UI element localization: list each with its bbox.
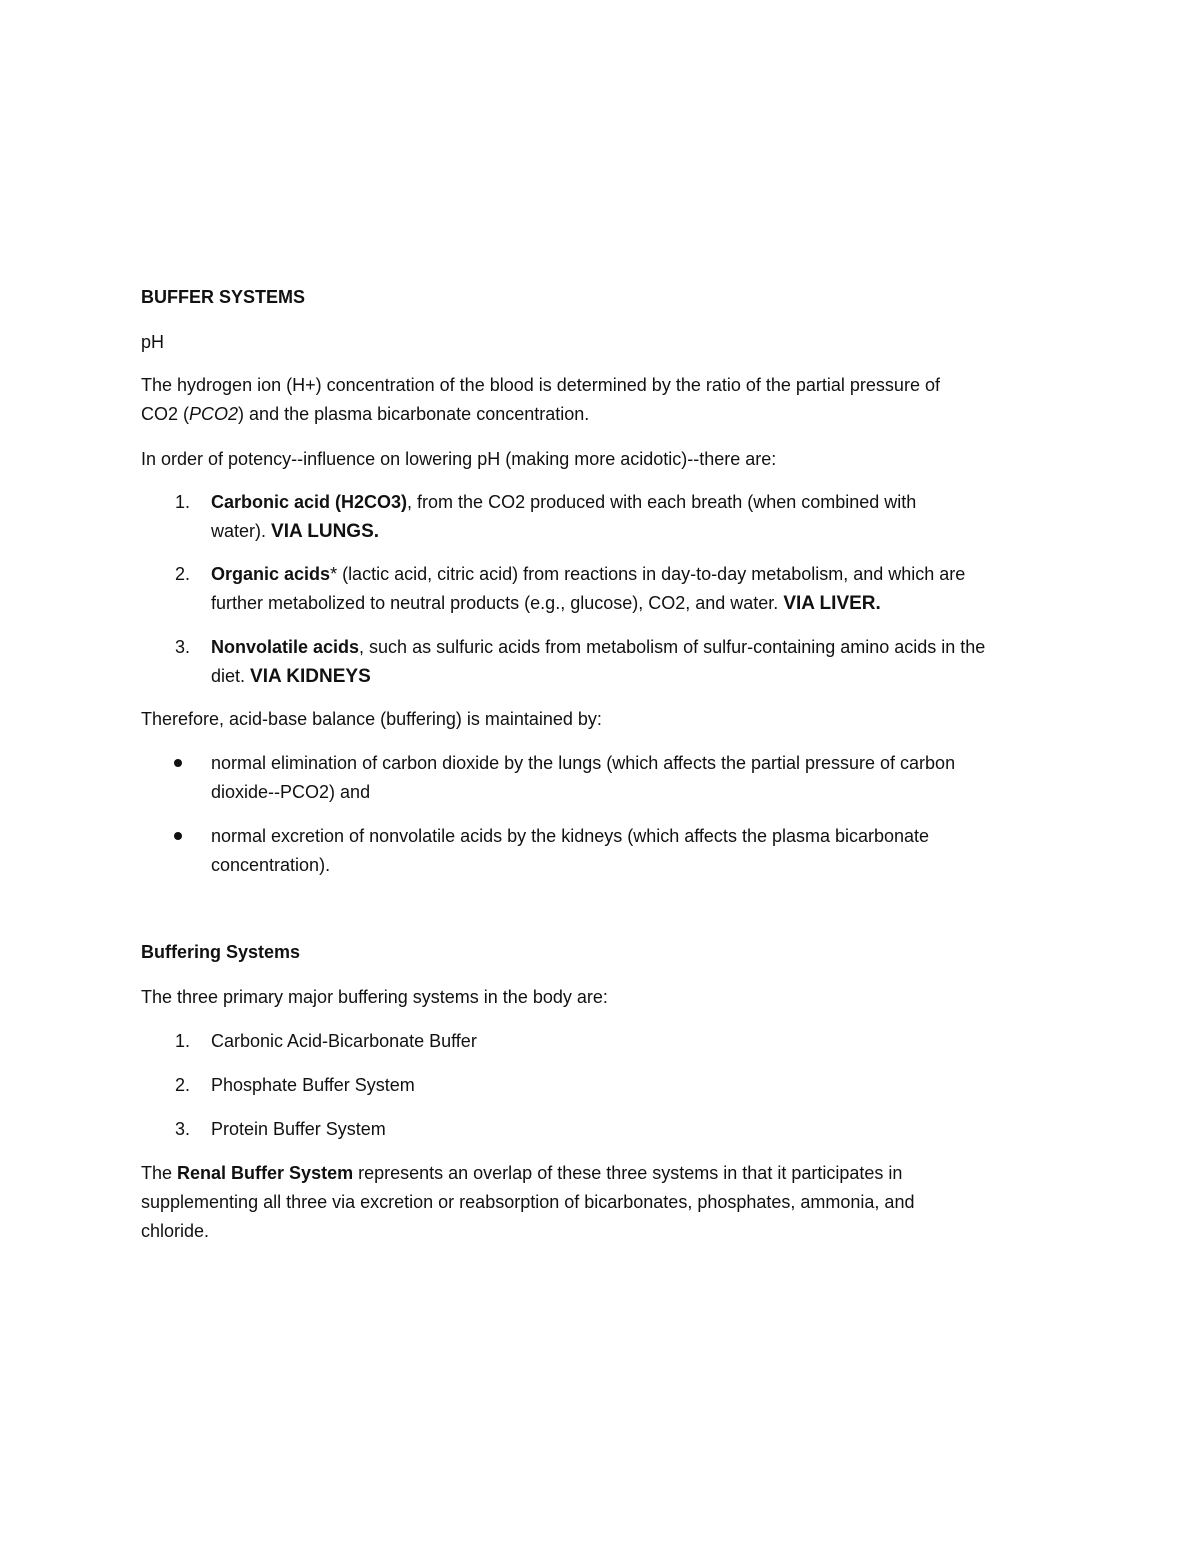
bullet-dot [174,832,182,840]
acid-item-line-2: diet. VIA KIDNEYS [211,666,371,687]
system-number: 1. [175,1031,191,1051]
therefore-text: Therefore, acid-base balance (buffering) is maintained by: [141,709,602,729]
acid-item-line-2: water). VIA LUNGS. [211,521,380,542]
intro-line-1: The hydrogen ion (H+) concentration of the blood is determined by the ratio of the partial pressure of [141,375,940,395]
acid-number: 1. [175,492,191,512]
renal-line-3: chloride. [141,1221,210,1241]
system-number: 3. [175,1119,191,1139]
acid-item-line-1: Carbonic acid (H2CO3), from the CO2 produced with each breath (when combined with [211,492,917,512]
acid-item-line-1: Nonvolatile acids, such as sulfuric acids from metabolism of sulfur-containing amino acids in the [211,637,986,657]
system-number: 2. [175,1075,191,1095]
acid-item-line-1: Organic acids* (lactic acid, citric acid) from reactions in day-to-day metabolism, and which are [211,564,966,584]
potency-intro: In order of potency--influence on lowering pH (making more acidotic)--there are: [141,449,777,469]
renal-line-1: The Renal Buffer System represents an overlap of these three systems in that it participates in [141,1163,903,1183]
page-title: BUFFER SYSTEMS [141,287,306,307]
system-item: Protein Buffer System [211,1119,386,1139]
section-heading: Buffering Systems [141,942,301,962]
bullet-dot [174,759,182,767]
bullet-item-line-1: normal excretion of nonvolatile acids by the kidneys (which affects the plasma bicarbonate [211,826,930,846]
bullet-item-line-1: normal elimination of carbon dioxide by the lungs (which affects the partial pressure of carbon [211,753,956,773]
renal-line-2: supplementing all three via excretion or reabsorption of bicarbonates, phosphates, ammonia, and [141,1192,915,1212]
bullet-item-line-2: concentration). [211,855,331,875]
acid-number: 3. [175,637,191,657]
acid-number: 2. [175,564,191,584]
system-item: Phosphate Buffer System [211,1075,415,1095]
system-item: Carbonic Acid-Bicarbonate Buffer [211,1031,477,1051]
buffering-intro: The three primary major buffering systems in the body are: [141,987,608,1007]
bullet-item-line-2: dioxide--PCO2) and [211,782,371,802]
acid-item-line-2: further metabolized to neutral products (e.g., glucose), CO2, and water. VIA LIVER. [211,593,881,614]
intro-line-2: CO2 (PCO2) and the plasma bicarbonate concentration. [141,404,590,424]
ph-label: pH [141,332,165,352]
